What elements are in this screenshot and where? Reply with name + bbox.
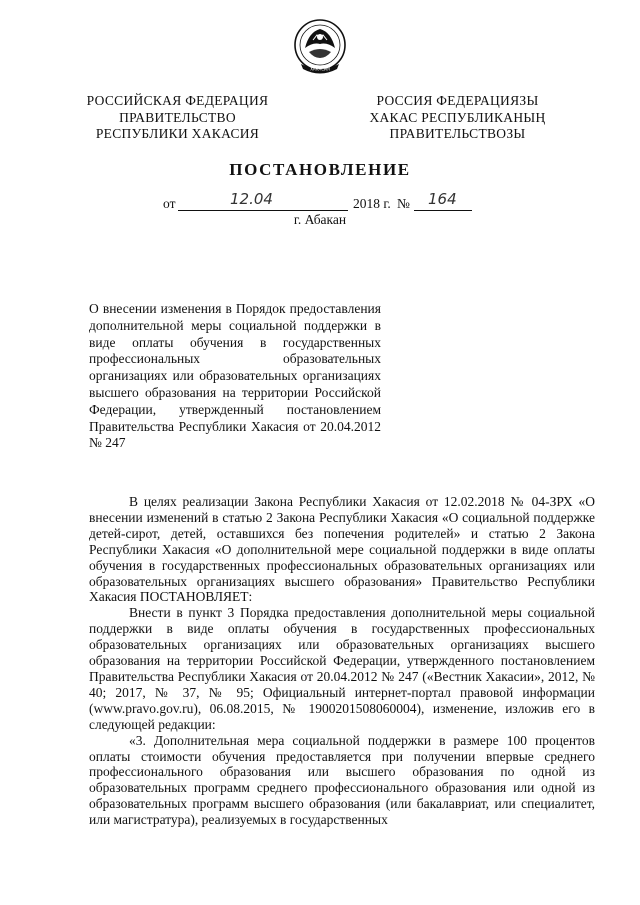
header-right-line: ПРАВИТЕЛЬСТВОЗЫ: [389, 126, 526, 141]
header-left-line: ПРАВИТЕЛЬСТВО: [119, 109, 236, 125]
date-year: 2018 г.: [353, 196, 391, 211]
emblem-ribbon-text: ХАКАСИЯ: [310, 66, 330, 72]
document-title: ПОСТАНОВЛЕНИЕ: [229, 160, 411, 179]
number-label: №: [397, 196, 410, 211]
document-body: [89, 494, 595, 828]
date-handwritten: 12.04: [230, 190, 273, 208]
header-left-line: РЕСПУБЛИКИ ХАКАСИЯ: [95, 126, 260, 141]
body-paragraph: «3. Дополнительная мера социальной поддержки в размере 100 процентов оплаты стоимости обучения предоставляется при получении впервые среднего профессионального образования или высшего образования по одной из образовательных программ среднего профессионального образования или одной из образовательных программ высшего образования (или бакалавриат, или специалитет, или магистратура), реализуемых в государственных: [89, 732, 595, 828]
body-paragraph: Внести в пункт 3 Порядка предоставления дополнительной меры социальной поддержки в виде оплаты обучения в государственных профессиональных образовательных организациях или образовательных организациях высшего образования на территории Российской Федерации, утвержденного постановлением Правительства Республики Хакасия от 20.04.2012 № 247 («Вестник Хакасии», 2012, № 40; 2017, № 37, № 95; Официальный интернет-портал правовой информации (www.pravo.gov.ru), 06.08.2015, № 1900201508060004), изменение, изложив его в следующей редакции:: [89, 605, 595, 732]
coat-of-arms-icon: [291, 18, 349, 78]
header-left: [80, 93, 275, 143]
number-underline: [414, 210, 472, 211]
document-subject: [89, 301, 381, 452]
header-right-line: ХАКАС РЕСПУБЛИКАНЫҢ: [369, 109, 546, 125]
date-underline: [178, 210, 348, 211]
header-right-line: РОССИЯ ФЕДЕРАЦИЯЗЫ: [376, 93, 539, 108]
header-left-line: РОССИЙСКАЯ ФЕДЕРАЦИЯ: [86, 93, 269, 108]
number-handwritten: 164: [428, 190, 457, 208]
subject-text: О внесении изменения в Порядок предоставления дополнительной меры социальной поддержки в виде оплаты обучения в государственных профессиональных образовательных организациях или образовательных организациях высшего образования на территории Российской Федерации, утвержденный постановлением Правительства Республики Хакасия от 20.04.2012 № 247: [89, 301, 381, 451]
city-name: г. Абакан: [293, 212, 347, 227]
body-paragraph: В целях реализации Закона Республики Хакасия от 12.02.2018 № 04-ЗРХ «О внесении изменений в статью 2 Закона Республики Хакасия «О социальной поддержке детей-сирот, детей, оставшихся без попечения родителей» и статью 2 Закона Республики Хакасия «О дополнительной мере социальной поддержки в виде оплаты обучения в государственных профессиональных образовательных организациях или образовательных организациях высшего образования» Правительство Республики Хакасия ПОСТАНОВЛЯЕТ:: [89, 494, 595, 605]
date-from-label: от: [163, 196, 176, 211]
header-right: [360, 93, 555, 143]
